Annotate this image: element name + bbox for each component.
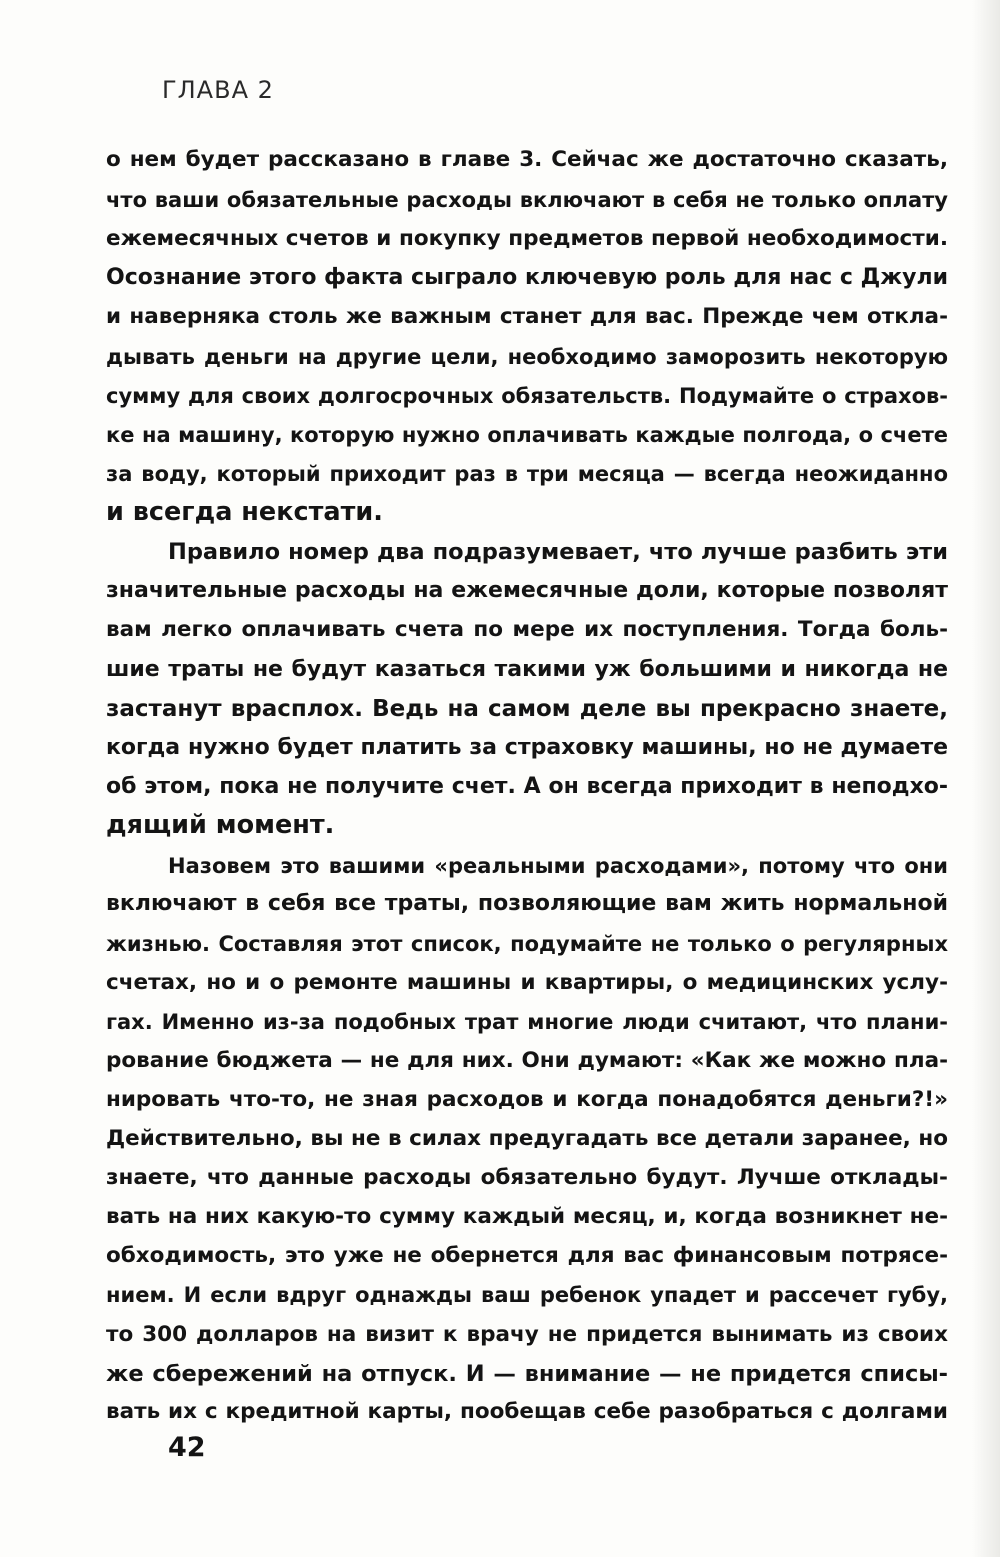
text-line: нировать что-то, не зная расходов и когда понадобятся деньги?!» [106, 1087, 948, 1112]
text-line: вам легко оплачивать счета по мере их поступления. Тогда боль- [106, 617, 948, 642]
text-line: ежемесячных счетов и покупку предметов первой необходимости. [106, 226, 948, 251]
text-line: что ваши обязательные расходы включают в себя не только оплату [106, 188, 948, 212]
text-line: дывать деньги на другие цели, необходимо заморозить некоторую [106, 345, 948, 369]
text-line: когда нужно будет платить за страховку машины, но не думаете [106, 735, 948, 760]
text-line: включают в себя все траты, позволяющие вам жить нормальной [106, 891, 948, 916]
text-line: значительные расходы на ежемесячные доли, которые позволят [106, 578, 948, 603]
paragraph-first-line: Назовем это вашими «реальными расходами», потому что они [168, 854, 948, 878]
text-line: вать их с кредитной карты, пообещав себе разобраться с долгами [106, 1399, 948, 1424]
paragraph-first-line: Правило номер два подразумевает, что лучше разбить эти [168, 539, 948, 565]
text-line: дящий момент. [106, 810, 335, 840]
running-head: ГЛАВА 2 [162, 76, 274, 104]
text-line: нием. И если вдруг однажды ваш ребенок упадет и рассечет губу, [106, 1283, 948, 1307]
text-line: сумму для своих долгосрочных обязательств. Подумайте о страхов- [106, 384, 948, 408]
text-line: ке на машину, которую нужно оплачивать каждые полгода, о счете [106, 423, 948, 447]
page-edge-shadow [972, 0, 1000, 1557]
page-number: 42 [168, 1432, 206, 1463]
text-line: об этом, пока не получите счет. А он всегда приходит в неподхо- [106, 774, 948, 799]
text-line: гах. Именно из-за подобных трат многие люди считают, что плани- [106, 1010, 948, 1034]
text-line: то 300 долларов на визит к врачу не придется вынимать из своих [106, 1322, 948, 1347]
text-line: счетах, но и о ремонте машины и квартиры, о медицинских услу- [106, 970, 948, 995]
text-line: Осознание этого факта сыграло ключевую роль для нас с Джули [106, 265, 948, 290]
text-line: вать на них какую-то сумму каждый месяц, и, когда возникнет не- [106, 1204, 948, 1229]
text-line: за воду, который приходит раз в три месяца — всегда неожиданно [106, 462, 948, 486]
text-line: же сбережений на отпуск. И — внимание — не придется списы- [106, 1361, 948, 1387]
text-line: Действительно, вы не в силах предугадать все детали заранее, но [106, 1126, 948, 1151]
text-line: рование бюджета — не для них. Они думают: «Как же можно пла- [106, 1048, 948, 1073]
text-line: знаете, что данные расходы обязательно будут. Лучше отклады- [106, 1165, 948, 1190]
text-line: жизнью. Составляя этот список, подумайте не только о регулярных [106, 932, 948, 956]
text-line: и всегда некстати. [106, 497, 383, 527]
text-line: обходимость, это уже не обернется для вас финансовым потрясе- [106, 1243, 948, 1268]
text-line: шие траты не будут казаться такими уж большими и никогда не [106, 657, 948, 682]
text-line: и наверняка столь же важным станет для вас. Прежде чем откла- [106, 304, 948, 329]
text-line: застанут врасплох. Ведь на самом деле вы прекрасно знаете, [106, 696, 948, 722]
text-line: о нем будет рассказано в главе 3. Сейчас же достаточно сказать, [106, 147, 948, 172]
